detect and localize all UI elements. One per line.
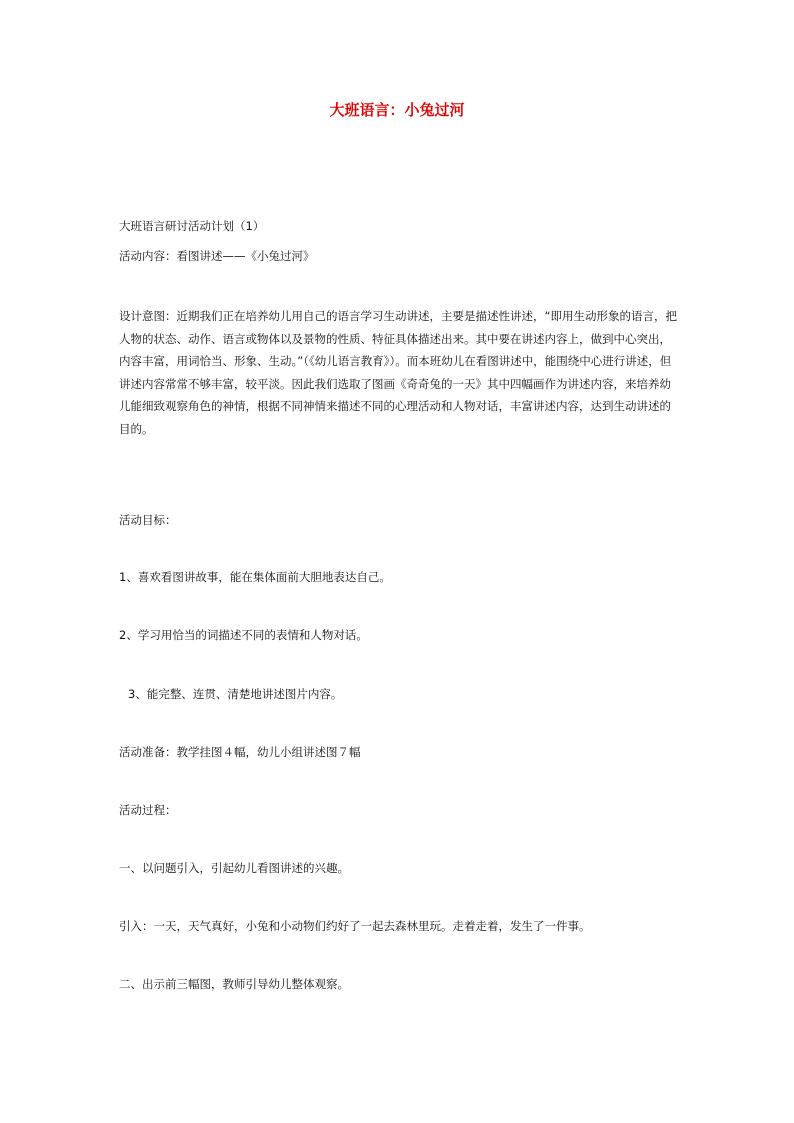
process-step-1: 一、以问题引入，引起幼儿看图讲述的兴趣。 bbox=[119, 861, 349, 875]
activity-preparation: 活动准备：教学挂图４幅，幼儿小组讲述图７幅 bbox=[119, 745, 361, 759]
design-intent-paragraph: 设计意图：近期我们正在培养幼儿用自己的语言学习生动讲述，主要是描述性讲述，“即用生动形象的语言，把人物的状态、动作、语言或物体以及景物的性质、特征具体描述出来。其中要在讲述内容上，做到中心突出，内容丰富，用词恰当、形象、生动。”（《幼儿语言教育》）。而本班幼儿在看图讲述中，能围绕中心进行讲述，但讲述内容常常不够丰富，较平淡。因此我们选取了图画《奇奇兔的一天》其中四幅画作为讲述内容，来培养幼儿能细致观察角色的神情，根据不同神情来描述不同的心理活动和人物对话，丰富讲述内容，达到生动讲述的目的。 bbox=[119, 309, 677, 436]
goal-item-1: 1、喜欢看图讲故事，能在集体面前大胆地表达自己。 bbox=[119, 570, 391, 584]
goals-heading: 活动目标： bbox=[119, 513, 177, 527]
intro-text: 引入：一天，天气真好，小兔和小动物们约好了一起去森林里玩。走着走着，发生了一件事。 bbox=[119, 919, 591, 933]
goal-item-2: 2、学习用恰当的词描述不同的表情和人物对话。 bbox=[119, 628, 368, 642]
activity-content: 活动内容：看图讲述——《小兔过河》 bbox=[119, 249, 315, 263]
goal-item-3: 3、能完整、连贯、清楚地讲述图片内容。 bbox=[128, 687, 343, 701]
plan-subtitle: 大班语言研讨活动计划（1） bbox=[119, 219, 265, 233]
document-title: 大班语言：小兔过河 bbox=[329, 101, 465, 119]
process-step-2: 二、出示前三幅图，教师引导幼儿整体观察。 bbox=[119, 977, 349, 991]
process-heading: 活动过程： bbox=[119, 803, 177, 817]
